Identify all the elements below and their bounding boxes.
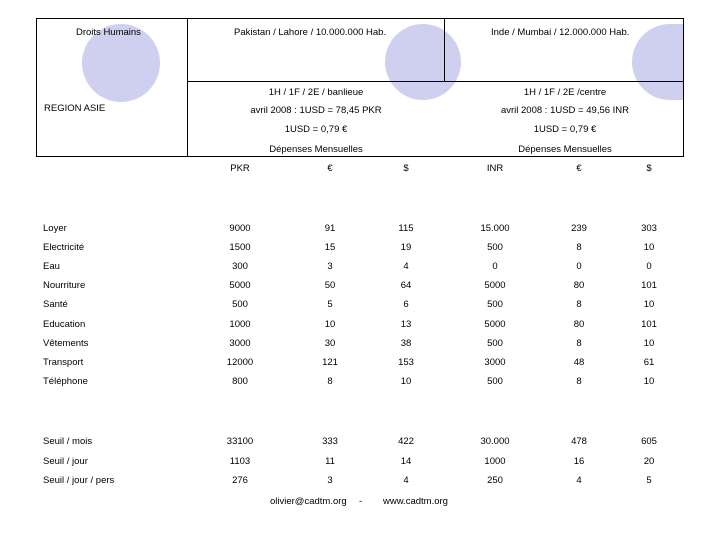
row-label: Téléphone [43,376,88,387]
currency-header-pkr: PKR [230,163,250,174]
cell-inr: 5000 [484,280,506,291]
cell-pkr: 33100 [226,436,254,447]
cell-eur-in: 80 [573,319,585,330]
cell-eur-pk: 50 [324,280,336,291]
cell-usd-in: 5 [646,475,652,486]
cell-usd-pk: 4 [403,261,409,272]
india-spend-title: Dépenses Mensuelles [518,144,612,155]
row-label: Electricité [43,242,85,253]
cell-eur-in: 8 [576,299,582,310]
cell-pkr: 1103 [229,456,251,467]
row-label: Seuil / mois [43,436,93,447]
cell-usd-in: 10 [643,242,655,253]
cell-inr: 500 [487,242,503,253]
cell-usd-pk: 4 [403,475,409,486]
cell-eur-pk: 5 [327,299,333,310]
india-household: 1H / 1F / 2E /centre [523,87,607,98]
pakistan-rate-date: avril 2008 : 1USD = 78,45 PKR [250,105,382,116]
cell-eur-in: 8 [576,338,582,349]
rights-title: Droits Humains [76,27,141,38]
region-label: REGION ASIE [44,103,106,114]
cell-eur-pk: 3 [327,261,333,272]
cell-eur-in: 478 [571,436,587,447]
cell-usd-pk: 422 [398,436,414,447]
row-label: Education [43,319,86,330]
row-label: Seuil / jour / pers [43,475,115,486]
cell-pkr: 3000 [229,338,251,349]
pakistan-city: Pakistan / Lahore / 10.000.000 Hab. [234,27,387,38]
cell-pkr: 1000 [229,319,251,330]
india-rate-date: avril 2008 : 1USD = 49,56 INR [500,105,630,116]
header-divider-right [444,18,445,82]
cell-eur-pk: 8 [327,376,333,387]
row-label: Loyer [43,223,67,234]
cell-inr: 500 [487,299,503,310]
cell-pkr: 12000 [226,357,254,368]
cell-inr: 3000 [484,357,506,368]
cell-usd-in: 605 [641,436,657,447]
cell-usd-in: 0 [646,261,652,272]
cell-inr: 500 [487,338,503,349]
cell-pkr: 5000 [229,280,251,291]
cell-usd-in: 101 [641,280,657,291]
currency-header-eur-pk: € [327,163,333,174]
cell-eur-in: 0 [576,261,582,272]
cell-usd-in: 10 [643,376,655,387]
cell-inr: 0 [492,261,498,272]
india-rate-eur: 1USD = 0,79 € [533,124,597,135]
cell-usd-in: 10 [643,338,655,349]
cell-inr: 500 [487,376,503,387]
cell-usd-pk: 6 [403,299,409,310]
cell-usd-pk: 153 [398,357,414,368]
row-label: Nourriture [43,280,86,291]
cell-pkr: 9000 [229,223,251,234]
cell-usd-pk: 19 [400,242,412,253]
row-label: Santé [43,299,68,310]
cell-inr: 30.000 [480,436,510,447]
cell-usd-in: 20 [643,456,655,467]
cell-inr: 1000 [484,456,506,467]
cell-inr: 5000 [484,319,506,330]
cell-eur-pk: 10 [324,319,336,330]
cell-pkr: 276 [232,475,248,486]
footer-email[interactable]: olivier@cadtm.org [270,496,347,507]
cell-eur-pk: 3 [327,475,333,486]
cell-eur-in: 4 [576,475,582,486]
cell-usd-pk: 64 [400,280,412,291]
cell-eur-in: 8 [576,242,582,253]
row-label: Transport [43,357,84,368]
cell-pkr: 500 [232,299,248,310]
row-label: Eau [43,261,60,272]
cell-eur-in: 48 [573,357,585,368]
pakistan-rate-eur: 1USD = 0,79 € [284,124,348,135]
cell-pkr: 300 [232,261,248,272]
india-city: Inde / Mumbai / 12.000.000 Hab. [491,27,630,38]
cell-eur-pk: 11 [325,456,335,467]
header-divider-left [187,18,188,157]
cell-pkr: 800 [232,376,248,387]
currency-header-inr: INR [486,163,504,174]
cell-eur-pk: 333 [322,436,338,447]
header-rule [187,81,684,82]
cell-usd-pk: 10 [400,376,412,387]
cell-inr: 250 [487,475,503,486]
cell-eur-in: 239 [571,223,587,234]
cell-usd-in: 10 [643,299,655,310]
cell-eur-pk: 15 [324,242,336,253]
currency-header-eur-in: € [576,163,582,174]
cell-usd-pk: 115 [398,223,414,234]
cell-usd-pk: 14 [400,456,412,467]
cell-usd-pk: 38 [400,338,412,349]
cell-pkr: 1500 [229,242,251,253]
cell-usd-in: 101 [641,319,657,330]
cell-usd-in: 61 [643,357,655,368]
currency-header-usd-pk: $ [403,163,409,174]
cell-eur-in: 16 [573,456,585,467]
row-label: Seuil / jour [43,456,88,467]
cell-usd-in: 303 [641,223,657,234]
footer-separator: - [359,496,363,507]
cell-eur-pk: 121 [322,357,338,368]
cell-usd-pk: 13 [400,319,412,330]
cell-eur-pk: 91 [324,223,336,234]
footer-website[interactable]: www.cadtm.org [383,496,448,507]
cell-inr: 15.000 [480,223,510,234]
currency-header-usd-in: $ [646,163,652,174]
cell-eur-pk: 30 [324,338,336,349]
row-label: Vêtements [43,338,89,349]
pakistan-spend-title: Dépenses Mensuelles [269,144,363,155]
cell-eur-in: 8 [576,376,582,387]
cell-eur-in: 80 [573,280,585,291]
pakistan-household: 1H / 1F / 2E / banlieue [268,87,364,98]
